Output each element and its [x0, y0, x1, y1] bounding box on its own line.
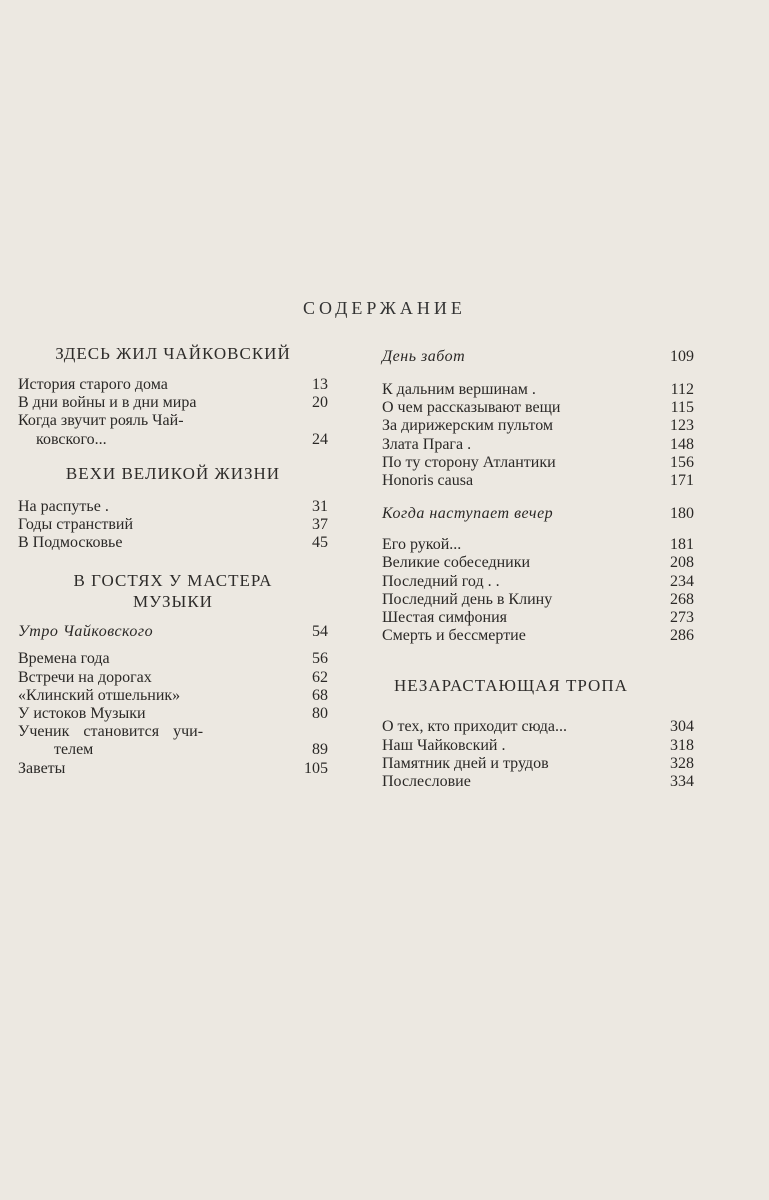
section-heading: ВЕХИ ВЕЛИКОЙ ЖИЗНИ [65, 463, 281, 483]
section-nezarastayushchaya [382, 675, 694, 791]
toc-entry: Злата Прага . 148 [382, 435, 694, 453]
toc-entry: «Клинский отшельник» 68 [18, 686, 328, 704]
toc-entry: Времена года 56 [18, 650, 328, 668]
toc-entry: Смерть и бессмертие 286 [382, 627, 694, 645]
section-v-gostyah [18, 570, 328, 777]
toc-entry: Послесловие 334 [382, 773, 694, 791]
section-heading: НЕЗАРАСТАЮЩАЯ ТРОПА [394, 676, 628, 696]
toc-entry: У истоков Музыки 80 [18, 705, 328, 723]
toc-entry: Его рукой... 181 [382, 536, 694, 554]
toc-entry-continued: телем 89 [54, 741, 328, 759]
toc-entry: На распутье . 31 [18, 497, 328, 515]
toc-right-column [382, 347, 694, 791]
toc-entry: К дальним вершинам . 112 [382, 381, 694, 398]
section-heading [18, 570, 328, 612]
toc-entry: Великие собеседники 208 [382, 554, 694, 572]
toc-entry: Когда звучит рояль Чай- [18, 412, 184, 430]
toc-entry: Последний день в Клину 268 [382, 590, 694, 608]
subsection-heading: Когда наступает вечер 180 [382, 505, 694, 523]
toc-entry: О чем рассказывают вещи 115 [382, 399, 694, 417]
section-zdes-zhil [18, 343, 328, 449]
toc-entry: Шестая симфония 273 [382, 609, 694, 627]
page-title: СОДЕРЖАНИЕ [303, 298, 466, 318]
toc-entry: Ученик становится учи- [18, 723, 204, 741]
toc-entry: Памятник дней и трудов 328 [382, 754, 694, 772]
toc-entry-continued: ковского... 24 [36, 430, 328, 448]
toc-entry: О тех, кто приходит сюда... 304 [382, 718, 694, 736]
toc-entry: Наш Чайковский . 318 [382, 736, 694, 754]
toc-entry: По ту сторону Атлантики 156 [382, 453, 694, 471]
section-vehi [18, 463, 328, 553]
toc-entry: Honoris causa 171 [382, 472, 694, 490]
toc-entry: В Подмосковье 45 [18, 534, 328, 552]
toc-entry: В дни войны и в дни мира 20 [18, 394, 328, 412]
toc-entry: Годы странствий 37 [18, 516, 328, 534]
toc-entry: Последний год . . 234 [382, 572, 694, 590]
toc-left-column [18, 343, 328, 778]
section-heading-line: МУЗЫКИ [133, 592, 213, 612]
toc-entry: Заветы 105 [18, 759, 328, 777]
toc-entry: История старого дома 13 [18, 376, 328, 393]
subsection-heading: День забот 109 [382, 348, 694, 365]
toc-entry: Встречи на дорогах 62 [18, 668, 328, 686]
section-heading-line: В ГОСТЯХ У МАСТЕРА [73, 571, 273, 591]
toc-entry: За дирижерским пультом 123 [382, 417, 694, 435]
subsection-heading: Утро Чайковского 54 [18, 623, 328, 641]
section-heading: ЗДЕСЬ ЖИЛ ЧАЙКОВСКИЙ [55, 344, 291, 363]
